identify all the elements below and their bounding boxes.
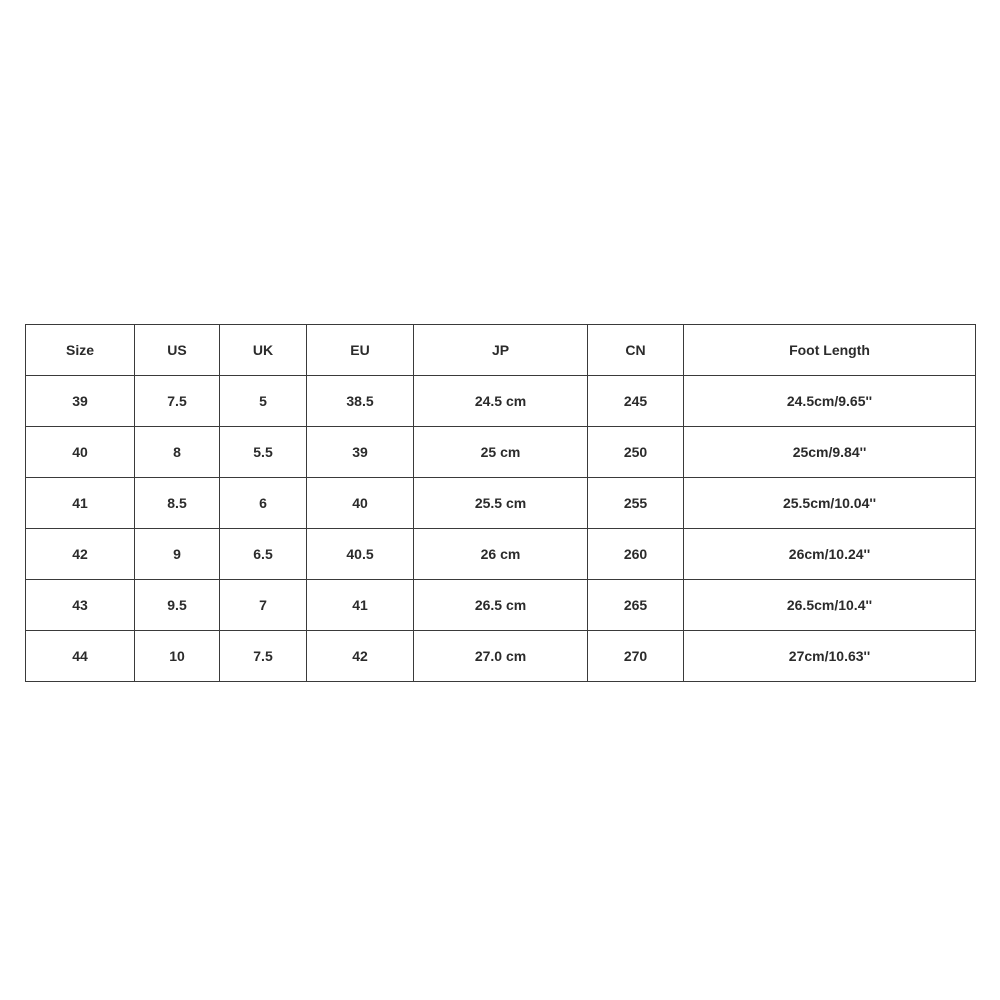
- cell-uk: 5: [220, 376, 307, 427]
- cell-us: 7.5: [135, 376, 220, 427]
- cell-cn: 265: [588, 580, 684, 631]
- cell-jp: 27.0 cm: [414, 631, 588, 682]
- cell-foot-length: 25.5cm/10.04'': [684, 478, 976, 529]
- cell-uk: 6.5: [220, 529, 307, 580]
- table-row: [26, 478, 976, 529]
- cell-cn: 255: [588, 478, 684, 529]
- cell-size: 42: [26, 529, 135, 580]
- cell-foot-length: 24.5cm/9.65'': [684, 376, 976, 427]
- header-eu: EU: [307, 325, 414, 376]
- cell-uk: 6: [220, 478, 307, 529]
- cell-foot-length: 26cm/10.24'': [684, 529, 976, 580]
- header-us: US: [135, 325, 220, 376]
- cell-foot-length: 26.5cm/10.4'': [684, 580, 976, 631]
- table-row: [26, 427, 976, 478]
- cell-eu: 39: [307, 427, 414, 478]
- header-row: [26, 325, 976, 376]
- cell-jp: 26.5 cm: [414, 580, 588, 631]
- cell-uk: 7.5: [220, 631, 307, 682]
- cell-size: 41: [26, 478, 135, 529]
- cell-eu: 40: [307, 478, 414, 529]
- cell-cn: 270: [588, 631, 684, 682]
- size-chart-table: [25, 324, 976, 682]
- cell-jp: 25 cm: [414, 427, 588, 478]
- cell-eu: 41: [307, 580, 414, 631]
- table-row: [26, 631, 976, 682]
- cell-uk: 5.5: [220, 427, 307, 478]
- header-cn: CN: [588, 325, 684, 376]
- cell-us: 10: [135, 631, 220, 682]
- cell-us: 9: [135, 529, 220, 580]
- cell-size: 44: [26, 631, 135, 682]
- cell-cn: 245: [588, 376, 684, 427]
- cell-uk: 7: [220, 580, 307, 631]
- cell-size: 43: [26, 580, 135, 631]
- cell-jp: 25.5 cm: [414, 478, 588, 529]
- table-row: [26, 529, 976, 580]
- cell-jp: 24.5 cm: [414, 376, 588, 427]
- header-foot-length: Foot Length: [684, 325, 976, 376]
- cell-foot-length: 25cm/9.84'': [684, 427, 976, 478]
- cell-eu: 38.5: [307, 376, 414, 427]
- cell-jp: 26 cm: [414, 529, 588, 580]
- cell-cn: 260: [588, 529, 684, 580]
- cell-size: 39: [26, 376, 135, 427]
- cell-eu: 42: [307, 631, 414, 682]
- header-size: Size: [26, 325, 135, 376]
- cell-eu: 40.5: [307, 529, 414, 580]
- header-uk: UK: [220, 325, 307, 376]
- table-row: [26, 580, 976, 631]
- cell-foot-length: 27cm/10.63'': [684, 631, 976, 682]
- table-row: [26, 376, 976, 427]
- header-jp: JP: [414, 325, 588, 376]
- cell-us: 8: [135, 427, 220, 478]
- cell-us: 8.5: [135, 478, 220, 529]
- cell-size: 40: [26, 427, 135, 478]
- cell-cn: 250: [588, 427, 684, 478]
- cell-us: 9.5: [135, 580, 220, 631]
